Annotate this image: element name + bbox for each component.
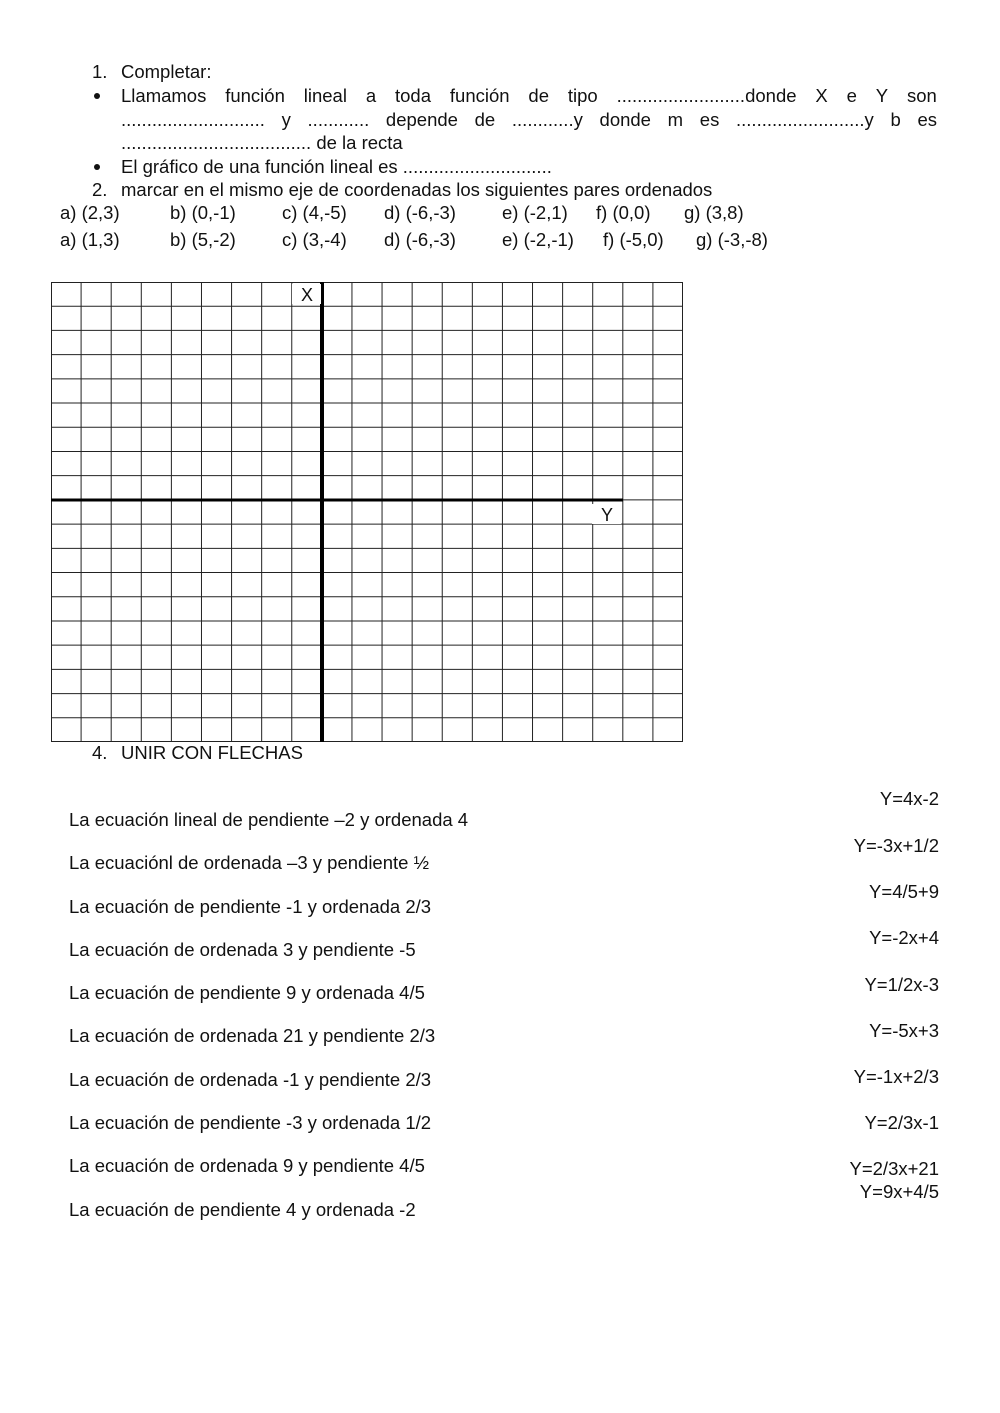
- pair-item: d) (-6,-3): [384, 202, 456, 223]
- pair-item: e) (-2,1): [502, 202, 568, 223]
- word: toda: [395, 85, 432, 106]
- word: es: [917, 109, 937, 130]
- word: de: [474, 109, 496, 130]
- left-equation-8: La ecuación de pendiente -3 y ordenada 1/2: [69, 1112, 432, 1133]
- bullet-dot: [94, 93, 100, 99]
- word: X: [815, 85, 828, 106]
- left-equation-5: La ecuación de pendiente 9 y ordenada 4/5: [69, 982, 425, 1003]
- pair-item: d) (-6,-3): [384, 229, 456, 250]
- section4-title: UNIR CON FLECHAS: [121, 742, 303, 763]
- bullet-dot: [94, 164, 100, 170]
- pair-item: e) (-2,-1): [502, 229, 574, 250]
- pair-item: a) (1,3): [60, 229, 120, 250]
- word: ............y: [511, 109, 583, 130]
- section1-number: 1.: [92, 61, 108, 82]
- word: son: [907, 85, 937, 106]
- coordinate-grid[interactable]: [51, 282, 683, 742]
- right-equation-1: Y=4x-2: [879, 788, 939, 809]
- left-equation-3: La ecuación de pendiente -1 y ordenada 2/3: [69, 896, 432, 917]
- pair-item: g) (3,8): [684, 202, 744, 223]
- pair-item: c) (3,-4): [282, 229, 347, 250]
- word: e: [846, 85, 857, 106]
- word: ............................: [121, 109, 265, 130]
- right-equation-9: Y=2/3x+21: [849, 1158, 939, 1179]
- word: .........................donde: [616, 85, 797, 106]
- section2-title: marcar en el mismo eje de coordenadas los siguientes pares ordenados: [121, 179, 713, 200]
- word: de: [528, 85, 549, 106]
- right-equation-6: Y=-5x+3: [869, 1020, 939, 1041]
- pair-item: b) (5,-2): [170, 229, 236, 250]
- right-equation-7: Y=-1x+2/3: [853, 1066, 939, 1087]
- word: Y: [875, 85, 889, 106]
- left-equation-1: La ecuación lineal de pendiente –2 y ordenada 4: [69, 809, 469, 830]
- left-equation-7: La ecuación de ordenada -1 y pendiente 2/3: [69, 1069, 432, 1090]
- word: función: [449, 85, 510, 106]
- bullet1-line3: ..................................... de la recta: [121, 132, 403, 153]
- pair-item: c) (4,-5): [282, 202, 347, 223]
- right-equation-3: Y=4/5+9: [869, 881, 939, 902]
- section4-number: 4.: [92, 742, 108, 763]
- right-equation-4: Y=-2x+4: [869, 927, 939, 948]
- word: depende: [385, 109, 458, 130]
- word: y: [281, 109, 291, 130]
- left-equation-9: La ecuación de ordenada 9 y pendiente 4/5: [69, 1155, 425, 1176]
- word: .........................y: [736, 109, 874, 130]
- right-equation-5: Y=1/2x-3: [864, 974, 939, 995]
- right-equation-2: Y=-3x+1/2: [853, 835, 939, 856]
- word: donde: [599, 109, 651, 130]
- section1-title: Completar:: [121, 61, 212, 82]
- left-equation-6: La ecuación de ordenada 21 y pendiente 2/3: [69, 1025, 436, 1046]
- pair-item: b) (0,-1): [170, 202, 236, 223]
- section2-number: 2.: [92, 179, 108, 200]
- word: b: [890, 109, 901, 130]
- left-equation-2: La ecuaciónl de ordenada –3 y pendiente ½: [69, 852, 430, 873]
- pair-item: a) (2,3): [60, 202, 120, 223]
- word: tipo: [567, 85, 598, 106]
- word: m: [667, 109, 684, 130]
- word: es: [699, 109, 720, 130]
- word: a: [365, 85, 377, 106]
- bullet2-text: El gráfico de una función lineal es .............................: [121, 156, 552, 177]
- pair-item: f) (0,0): [596, 202, 651, 223]
- bullet1-line1: [121, 85, 937, 107]
- bullet1-line2: [121, 109, 937, 131]
- grid-lines: [51, 282, 683, 742]
- pair-item: f) (-5,0): [603, 229, 664, 250]
- right-equation-8: Y=2/3x-1: [864, 1112, 939, 1133]
- right-equation-10: Y=9x+4/5: [859, 1181, 939, 1202]
- word: función: [225, 85, 285, 106]
- left-equation-4: La ecuación de ordenada 3 y pendiente -5: [69, 939, 416, 960]
- word: Llamamos: [121, 85, 207, 106]
- word: lineal: [303, 85, 347, 106]
- y-axis-label: Y: [600, 505, 614, 525]
- x-axis-label: X: [300, 285, 314, 305]
- left-equation-10: La ecuación de pendiente 4 y ordenada -2: [69, 1199, 416, 1220]
- pair-item: g) (-3,-8): [696, 229, 768, 250]
- word: ............: [307, 109, 370, 130]
